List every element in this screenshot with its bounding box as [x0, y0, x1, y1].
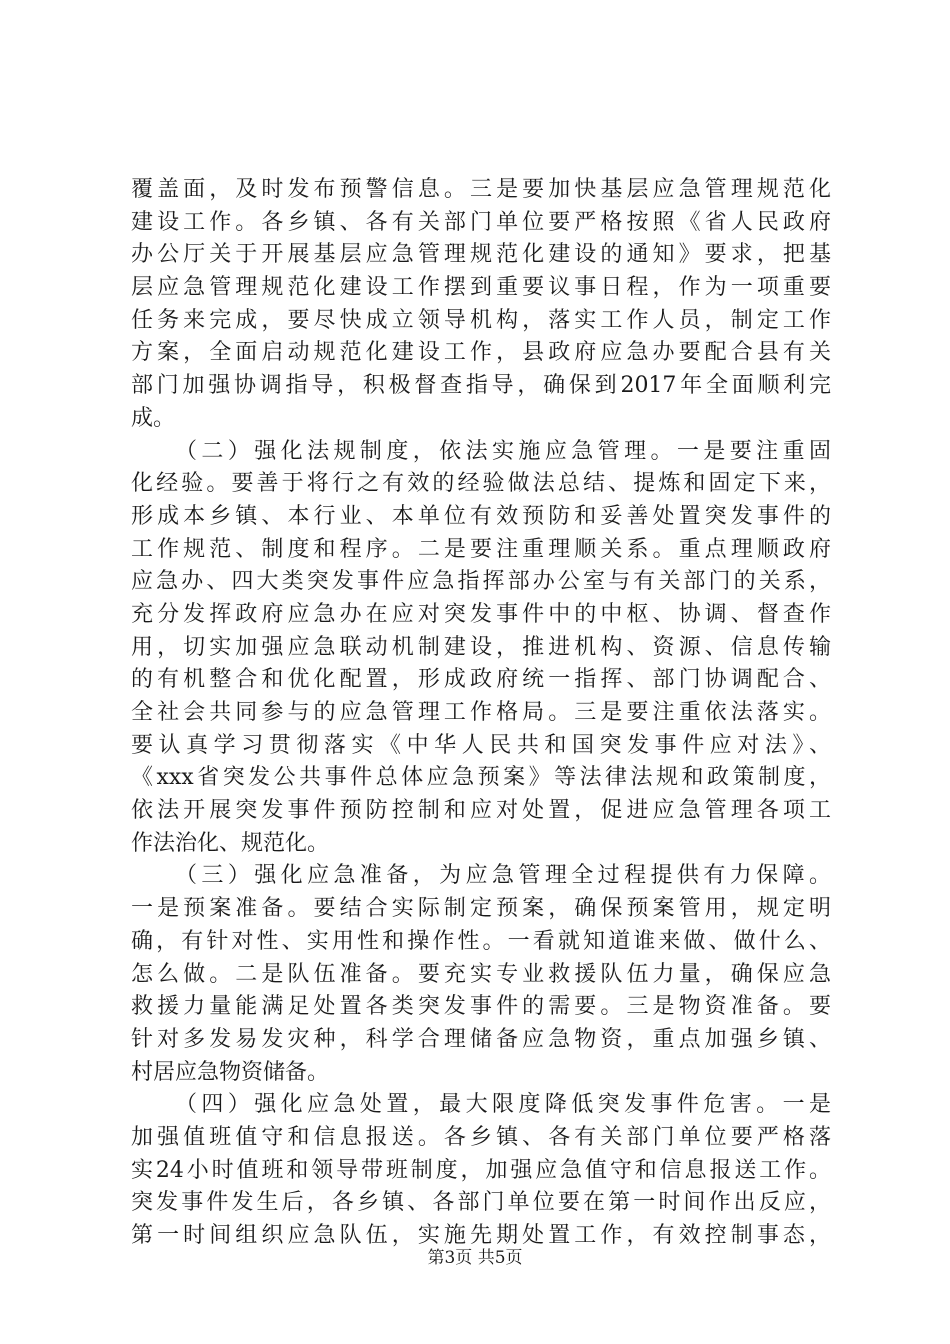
- text-line: 作法治化、规范化。: [131, 830, 330, 856]
- text-line: 一是预案准备。要结合实际制定预案，确保预案管用，规定明: [131, 896, 831, 922]
- text-line: 形成本乡镇、本行业、本单位有效预防和妥善处置突发事件的: [131, 503, 831, 529]
- text-line: 覆盖面，及时发布预警信息。三是要加快基层应急管理规范化: [131, 177, 831, 202]
- text-line: 应急办、四大类突发事件应急指挥部办公室与有关部门的关系，: [131, 569, 831, 595]
- text-line: 要认真学习贯彻落实《中华人民共和国突发事件应对法》、: [131, 732, 831, 758]
- text-line: （四）强化应急处置，最大限度降低突发事件危害。一是: [175, 1092, 831, 1118]
- text-line: 《xxx省突发公共事件总体应急预案》等法律法规和政策制度，: [131, 765, 831, 791]
- text-line: 任务来完成，要尽快成立领导机构，落实工作人员，制定工作: [131, 307, 831, 333]
- text-line: 方案，全面启动规范化建设工作，县政府应急办要配合县有关: [131, 340, 831, 366]
- text-line: 第一时间组织应急队伍，实施先期处置工作，有效控制事态，: [131, 1223, 831, 1248]
- text-line: 部门加强协调指导，积极督查指导，确保到2017年全面顺利完: [131, 373, 831, 399]
- text-line: 村居应急物资储备。: [131, 1059, 330, 1085]
- document-body: [131, 174, 831, 1253]
- text-line: 成。: [131, 405, 176, 431]
- text-line: 的有机整合和优化配置，形成政府统一指挥、部门协调配合、: [131, 667, 831, 693]
- text-line: 依法开展突发事件预防控制和应对处置，促进应急管理各项工: [131, 798, 831, 824]
- text-line: 救援力量能满足处置各类突发事件的需要。三是物资准备。要: [131, 994, 831, 1020]
- text-line: （三）强化应急准备，为应急管理全过程提供有力保障。: [175, 863, 831, 889]
- text-line: 加强值班值守和信息报送。各乡镇、各有关部门单位要严格落: [131, 1124, 831, 1150]
- text-line: 用，切实加强应急联动机制建设，推进机构、资源、信息传输: [131, 634, 831, 660]
- page-footer: 第3页 共5页: [427, 1248, 523, 1268]
- text-line: 全社会共同参与的应急管理工作格局。三是要注重依法落实。: [131, 700, 831, 725]
- text-line: 针对多发易发灾种，科学合理储备应急物资，重点加强乡镇、: [131, 1026, 831, 1052]
- text-line: 层应急管理规范化建设工作摆到重要议事日程，作为一项重要: [131, 275, 831, 301]
- text-line: 化经验。要善于将行之有效的经验做法总结、提炼和固定下来，: [131, 471, 831, 497]
- text-line: 怎么做。二是队伍准备。要充实专业救援队伍力量，确保应急: [131, 961, 831, 987]
- text-line: 突发事件发生后，各乡镇、各部门单位要在第一时间作出反应，: [131, 1190, 831, 1216]
- text-line: 实24小时值班和领导带班制度，加强应急值守和信息报送工作。: [131, 1157, 831, 1183]
- text-line: 工作规范、制度和程序。二是要注重理顺关系。重点理顺政府: [131, 536, 831, 562]
- text-line: 办公厅关于开展基层应急管理规范化建设的通知》要求，把基: [131, 242, 831, 268]
- text-line: （二）强化法规制度，依法实施应急管理。一是要注重固: [175, 438, 831, 464]
- text-line: 充分发挥政府应急办在应对突发事件中的中枢、协调、督查作: [131, 601, 831, 627]
- text-line: 确，有针对性、实用性和操作性。一看就知道谁来做、做什么、: [131, 928, 831, 954]
- text-line: 建设工作。各乡镇、各有关部门单位要严格按照《省人民政府: [131, 209, 831, 235]
